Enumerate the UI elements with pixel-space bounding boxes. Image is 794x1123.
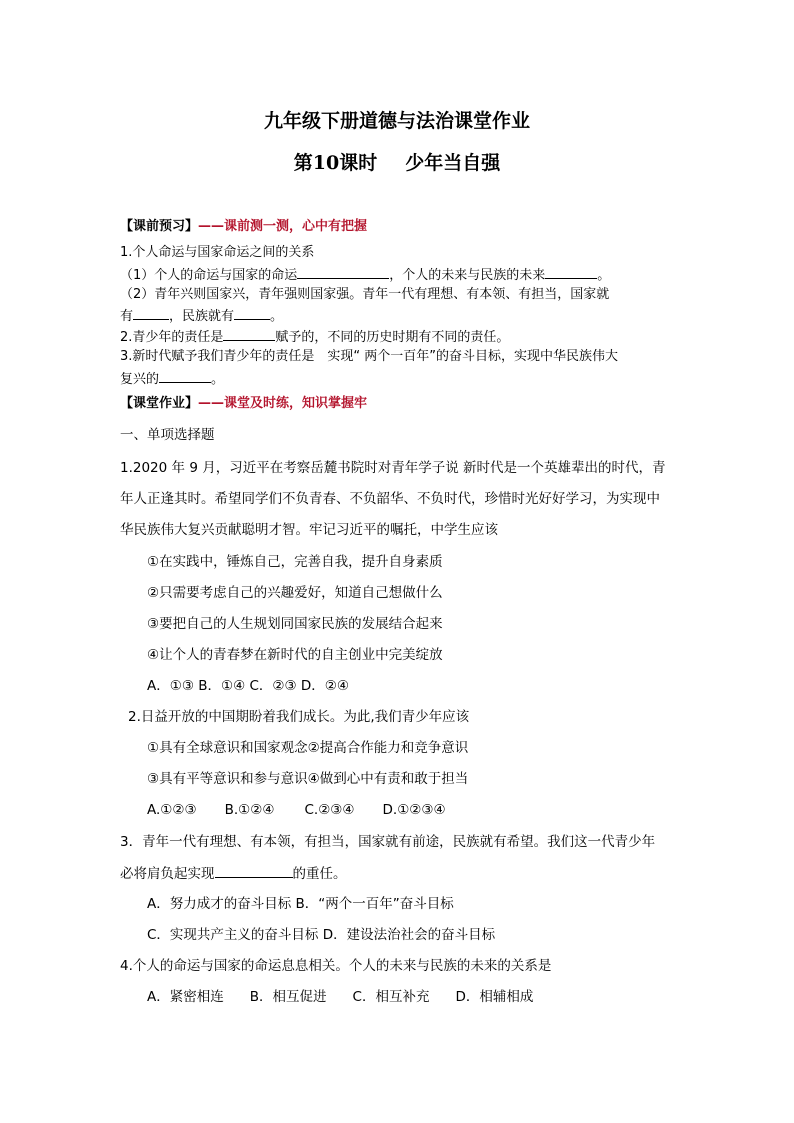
preview-item-3: 3.新时代赋予我们青少年的责任是 实现“ 两个一百年”的奋斗目标，实现中华民族伟大 bbox=[120, 349, 619, 364]
fill-blank[interactable] bbox=[215, 864, 293, 878]
q3-stem-line2: 必将肩负起实现 的重任。 bbox=[120, 866, 347, 882]
fill-blank[interactable] bbox=[223, 327, 275, 341]
q3-choices-row2: C．实现共产主义的奋斗目标 D．建设法治社会的奋斗目标 bbox=[147, 927, 496, 943]
preview-item-2: 2.青少年的责任是 赋予的，不同的历史时期有不同的责任。 bbox=[120, 327, 509, 347]
section-heading: 一、单项选择题 bbox=[120, 427, 215, 443]
fill-blank[interactable] bbox=[545, 265, 597, 279]
q1-stem-line3: 华民族伟大复兴贡献聪明才智。牢记习近平的嘱托，中学生应该 bbox=[120, 522, 498, 538]
q3-stem-line1: 3．青年一代有理想、有本领，有担当，国家就有前途，民族就有希望。我们这一代青少年 bbox=[120, 834, 656, 850]
q4-choice-a: A．紧密相连 bbox=[147, 989, 224, 1005]
fill-blank[interactable] bbox=[234, 306, 270, 320]
preview-item-1-1: （1）个人的命运与国家的命运 ，个人的未来与民族的未来 。 bbox=[120, 265, 610, 285]
classwork-header bbox=[120, 395, 367, 413]
preview-item-1-2-cont: 有 ，民族就有 。 bbox=[120, 306, 283, 326]
fill-blank[interactable] bbox=[133, 306, 169, 320]
document-subtitle bbox=[0, 148, 794, 175]
q2-choices bbox=[147, 801, 446, 819]
q1-stem-line2: 年人正逢其时。希望同学们不负青春、不负韶华、不负时代，珍惜时光好好学习，为实现中 bbox=[120, 491, 660, 507]
preview-header bbox=[120, 218, 367, 236]
q1-option-3: ③要把自己的人生规划同国家民族的发展结合起来 bbox=[147, 616, 443, 632]
q2-option-line2: ③具有平等意识和参与意识④做到心中有责和敢于担当 bbox=[147, 771, 469, 787]
q2-option-line1: ①具有全球意识和国家观念②提高合作能力和竞争意识 bbox=[147, 740, 469, 756]
q1-option-4: ④让个人的青春梦在新时代的自主创业中完美绽放 bbox=[147, 647, 443, 663]
q2-choice-d: D.①②③④ bbox=[382, 802, 446, 818]
q4-choices bbox=[147, 988, 533, 1006]
lesson-number: 第10课时 bbox=[293, 152, 378, 174]
fill-blank[interactable] bbox=[159, 369, 211, 383]
classwork-header-slogan: ——课堂及时练，知识掌握牢 bbox=[198, 396, 368, 411]
classwork-header-bracket: 【课堂作业】 bbox=[120, 396, 199, 411]
preview-item-1-2: （2）青年兴则国家兴，青年强则国家强。青年一代有理想、有本领、有担当，国家就 bbox=[120, 287, 610, 302]
q1-option-2: ②只需要考虑自己的兴趣爱好，知道自己想做什么 bbox=[147, 585, 443, 601]
preview-item-1: 1.个人命运与国家命运之间的关系 bbox=[120, 245, 315, 260]
q4-choice-c: C．相互补充 bbox=[352, 989, 430, 1005]
q4-choice-b: B．相互促进 bbox=[249, 989, 327, 1005]
q2-choice-b: B.①②④ bbox=[224, 802, 275, 818]
fill-blank[interactable] bbox=[297, 265, 389, 279]
q3-choices-row1: A．努力成才的奋斗目标 B．“两个一百年”奋斗目标 bbox=[147, 896, 454, 912]
lesson-topic: 少年当自强 bbox=[405, 152, 501, 174]
q4-choice-d: D．相辅相成 bbox=[455, 989, 534, 1005]
preview-item-3-cont: 复兴的 。 bbox=[120, 369, 224, 389]
q1-option-1: ①在实践中，锤炼自己，完善自我，提升自身素质 bbox=[147, 554, 443, 570]
preview-header-bracket: 【课前预习】 bbox=[120, 219, 199, 234]
q2-choice-c: C.②③④ bbox=[304, 802, 355, 818]
q2-stem: 2.日益开放的中国期盼着我们成长。为此,我们青少年应该 bbox=[128, 709, 470, 725]
q1-stem-line1: 1.2020 年 9 月，习近平在考察岳麓书院时对青年学子说 新时代是一个英雄辈出的时代，青 bbox=[120, 460, 666, 476]
q4-stem: 4.个人的命运与国家的命运息息相关。个人的未来与民族的未来的关系是 bbox=[120, 958, 552, 974]
document-title: 九年级下册道德与法治课堂作业 bbox=[263, 110, 530, 132]
preview-header-slogan: ——课前测一测，心中有把握 bbox=[198, 219, 368, 234]
q1-choices: A．①③ B．①④ C．②③ D．②④ bbox=[147, 678, 350, 694]
q2-choice-a: A.①②③ bbox=[147, 802, 197, 818]
